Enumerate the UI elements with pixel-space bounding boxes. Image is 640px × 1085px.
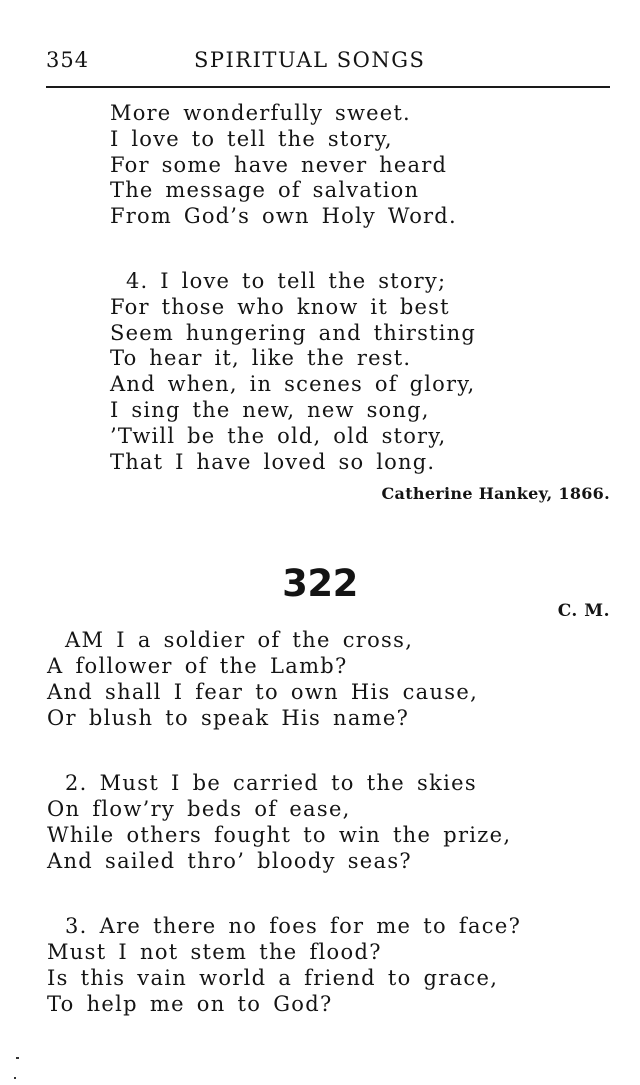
- hymn-number: 322: [282, 562, 358, 605]
- verse-line: 2. Must I be carried to the skies: [65, 771, 477, 795]
- verse-line: And sailed thro’ bloody seas?: [47, 849, 412, 873]
- verse-1: [47, 627, 478, 731]
- verse-line: From God’s own Holy Word.: [110, 204, 457, 229]
- verse-line: For those who know it best: [110, 294, 450, 319]
- verse-line: Or blush to speak His name?: [47, 706, 410, 730]
- verse-continued: [110, 101, 457, 230]
- verse-line: And when, in scenes of glory,: [110, 372, 476, 397]
- verse-2: [47, 770, 511, 874]
- hymn-meter: C. M.: [557, 601, 610, 621]
- verse-3: [47, 913, 521, 1017]
- running-title: SPIRITUAL SONGS: [194, 48, 426, 72]
- verse-line: More wonderfully sweet.: [110, 101, 411, 125]
- verse-line: 4. I love to tell the story;: [126, 269, 447, 293]
- verse-line: I sing the new, new song,: [110, 397, 430, 422]
- hymn-author: Catherine Hankey, 1866.: [381, 484, 610, 503]
- page-header: [46, 48, 610, 78]
- verse-line: Must I not stem the flood?: [47, 940, 382, 964]
- verse-line: While others fought to win the prize,: [47, 823, 512, 847]
- verse-line: Is this vain world a friend to grace,: [47, 966, 499, 990]
- verse-line: I love to tell the story,: [110, 126, 393, 151]
- verse-4: [110, 269, 476, 475]
- verse-line: Seem hungering and thirsting: [110, 320, 477, 345]
- verse-line: AM I a soldier of the cross,: [65, 628, 414, 652]
- verse-line: And shall I fear to own His cause,: [47, 680, 479, 704]
- verse-line: A follower of the Lamb?: [47, 654, 348, 678]
- verse-line: On flow’ry beds of ease,: [47, 797, 351, 821]
- verse-line: That I have loved so long.: [110, 449, 436, 474]
- print-speck: [16, 1057, 19, 1059]
- verse-line: For some have never heard: [110, 152, 448, 177]
- verse-line: ’Twill be the old, old story,: [110, 423, 447, 448]
- verse-line: To hear it, like the rest.: [110, 346, 412, 371]
- verse-line: The message of salvation: [110, 178, 420, 203]
- verse-line: To help me on to God?: [47, 992, 333, 1016]
- print-speck: [14, 1077, 16, 1079]
- verse-line: 3. Are there no foes for me to face?: [65, 914, 522, 938]
- header-rule: [46, 86, 610, 88]
- page-number: 354: [46, 48, 90, 72]
